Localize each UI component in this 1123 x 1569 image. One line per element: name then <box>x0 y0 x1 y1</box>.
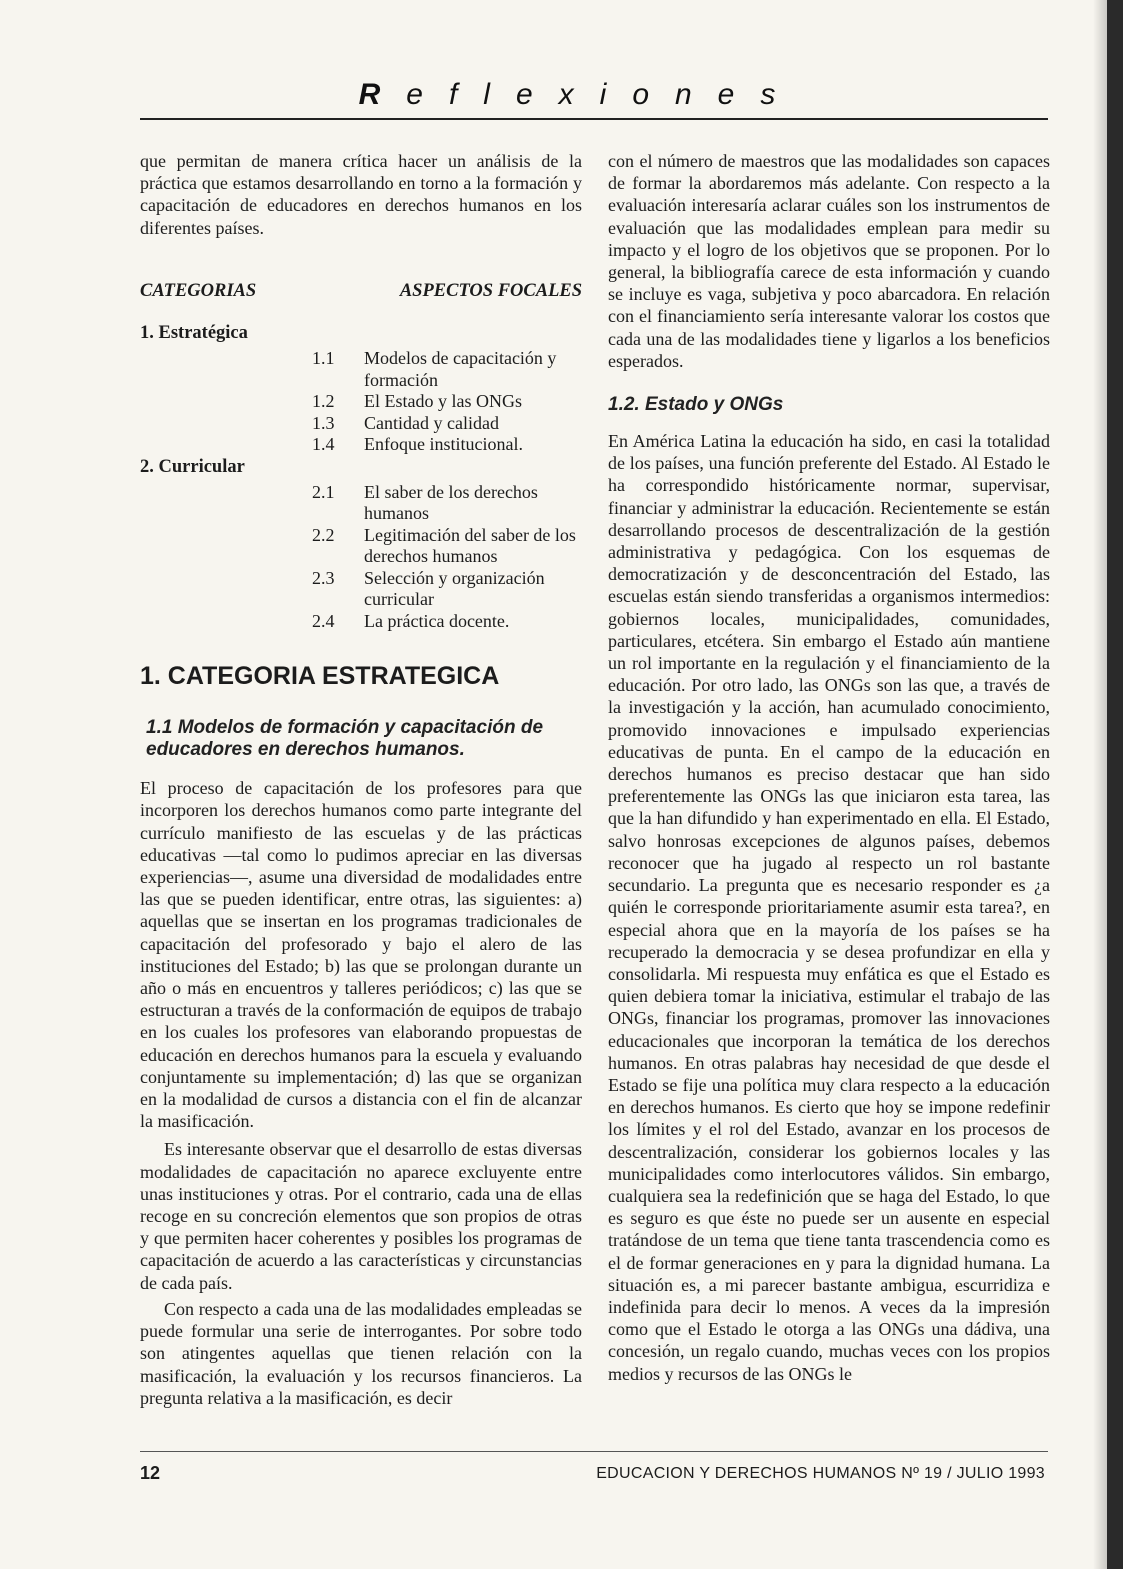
item-number: 2.4 <box>312 610 335 631</box>
running-head-initial: R <box>358 78 407 111</box>
item-text: Legitimación del saber de los derechos humanos <box>364 524 576 567</box>
right-column <box>608 150 1050 1385</box>
subsection-heading: 1.2. Estado y ONGs <box>608 394 784 416</box>
page-edge-shadow <box>1093 0 1107 1569</box>
category-item <box>140 611 582 633</box>
item-text: Enfoque institucional. <box>364 434 523 455</box>
item-number: 1.3 <box>312 412 335 433</box>
body-paragraph: con el número de maestros que las modalidades son capaces de formar la abordaremos más adelante. Con respecto a la evaluación interesaría aclarar cuáles son los instrumentos de evaluación que las modalidades emplean para medir su impacto y el logro de los objetivos que se proponen. Por lo general, la bibliografía carece de esta información y cuando se incluye es vaga, subjetiva y poco abarcadora. En relación con el financiamiento sería interesante valorar los costos que cada una de las modalidades tiene y ligarlos a los beneficios esperados. <box>608 151 1050 371</box>
subsection-heading: 1.1 Modelos de formación y capacitación de educadores en derechos humanos. <box>146 717 544 761</box>
categories-heading: CATEGORIAS <box>140 280 257 301</box>
category-item <box>140 434 582 456</box>
item-number: 1.1 <box>312 348 335 369</box>
category-table-header <box>140 281 582 302</box>
item-text: El Estado y las ONGs <box>364 391 522 412</box>
item-number: 2.1 <box>312 481 335 502</box>
category-item <box>140 348 582 391</box>
scan-edge <box>1107 0 1123 1569</box>
footer-rule <box>140 1451 1048 1452</box>
running-head-rest: eflexiones <box>406 78 802 111</box>
item-number: 1.2 <box>312 391 335 412</box>
item-text: Selección y organización curricular <box>364 567 545 610</box>
category-item <box>140 391 582 413</box>
item-text: Cantidad y calidad <box>364 412 499 433</box>
left-column <box>140 150 582 1409</box>
item-number: 1.4 <box>312 434 335 455</box>
category-item <box>140 482 582 525</box>
body-paragraph: Es interesante observar que el desarrollo de estas diversas modalidades de capacitación no aparece excluyente entre unas instituciones y otras. Por el contrario, cada una de ellas recoge en su concreción elementos que son propios de otras y que permiten hacer coherentes y posibles los programas de capacitación de acuerdo a las características y circunstancias de cada país. <box>140 1139 582 1293</box>
body-paragraph: Con respecto a cada una de las modalidades empleadas se puede formular una serie de interrogantes. Por sobre todo son atingentes aquellas que tienen relación con la masificación, la evaluación y los recursos financieros. La pregunta relativa a la masificación, es decir <box>140 1298 582 1408</box>
category-title: 2. Curricular <box>140 456 245 477</box>
category-item <box>140 413 582 435</box>
running-head <box>300 78 860 112</box>
intro-paragraph: que permitan de manera crítica hacer un análisis de la práctica que estamos desarrollando en torno a la formación y capacitación de educadores en derechos humanos en los diferentes países. <box>140 151 582 238</box>
category-title: 1. Estratégica <box>140 322 248 343</box>
item-number: 2.2 <box>312 524 335 545</box>
body-paragraph: En América Latina la educación ha sido, en casi la totalidad de los países, una función preferente del Estado. Al Estado le ha correspondido históricamente normar, supervisar, financiar y administrar la educación. Recientemente se están desarrollando procesos de descentralización de la gestión administrativa y pedagógica. Con los esquemas de democratización y de desconcentración del Estado, las escuelas están siendo transferidas a organismos intermedios: gobiernos locales, municipalidades, comunidades, particulares, etcétera. Sin embargo el Estado aún mantiene un rol importante en la regulación y el financiamiento de la educación. Por otro lado, las ONGs son las que, a través de la investigación y la acción, han acumulado conocimiento, promovido innovaciones e impulsado experiencias educativas de punta. En el campo de la educación en derechos humanos es preciso destacar que han sido preferentemente las ONGs las que iniciaron esta tarea, las que la han difundido y han experimentado en ella. El Estado, salvo honrosas excepciones de algunos países, debemos reconocer que ha jugado al respecto un rol bastante secundario. La pregunta que es necesario responder es ¿a quién le corresponde prioritariamente asumir esta tarea?, en especial ahora que en la mayoría de los países se ha recuperado la democracia y se desea profundizar en ella y consolidarla. Mi respuesta muy enfática es que el Estado es quien debiera tomar la iniciativa, estimular el trabajo de las ONGs, financiar los programas, promover las innovaciones educacionales que incorporan la temática de los derechos humanos. En otras palabras hay necesidad de que desde el Estado se fije una política muy clara respecto a la educación en derechos humanos. Es cierto que hoy se impone redefinir los límites y el rol del Estado, avanzar en los procesos de descentralización, considerar los gobiernos locales y las municipalidades como interlocutores válidos. Sin embargo, cualquiera sea la redefinición que se haga del Estado, lo que es seguro es que éste no puede ser un ausente en especial tratándose de un tema que tiene tanta trascendencia como es el de formar generaciones en y para la dignidad humana. La situación es, a mi parecer bastante ambigua, escurridiza e indefinida para decir lo menos. A veces da la impresión como que el Estado le otorga a las ONGs una dádiva, una concesión, un regalo cuando, muchas veces con los propios medios y recursos de las ONGs le <box>608 431 1050 1384</box>
header-rule <box>140 118 1048 120</box>
category-item <box>140 525 582 568</box>
page-number: 12 <box>140 1463 161 1483</box>
body-paragraph: El proceso de capacitación de los profesores para que incorporen los derechos humanos como parte integrante del currículo manifiesto de las escuelas y de las prácticas educativas —tal como lo pudimos apreciar en las diversas experiencias—, asume una diversidad de modalidades entre las que se pueden identificar, entre otras, las siguientes: a) aquellas que se insertan en los programas tradicionales de capacitación del profesorado y bajo el alero de las instituciones del Estado; b) las que se prolongan durante un año o más en encuentros y talleres periódicos; c) las que se estructuran a través de la conformación de equipos de trabajo en los cuales los profesores van elaborando propuestas de educación en derechos humanos para la escuela y evaluando conjuntamente su implementación; d) las que se organizan en la modalidad de cursos a distancia con el fin de alcanzar la masificación. <box>140 778 582 1132</box>
item-text: Modelos de capacitación y formación <box>364 348 557 390</box>
item-number: 2.3 <box>312 567 335 588</box>
item-text: El saber de los derechos humanos <box>364 481 538 524</box>
focal-aspects-heading: ASPECTOS FOCALES <box>399 280 582 301</box>
section-heading: 1. CATEGORIA ESTRATEGICA <box>140 662 500 691</box>
category-group-2 <box>140 456 582 633</box>
category-group-1 <box>140 322 582 456</box>
item-text: La práctica docente. <box>364 610 510 631</box>
category-item <box>140 568 582 611</box>
journal-issue-line: EDUCACION Y DERECHOS HUMANOS Nº 19 / JULIO 1993 <box>596 1465 1045 1482</box>
